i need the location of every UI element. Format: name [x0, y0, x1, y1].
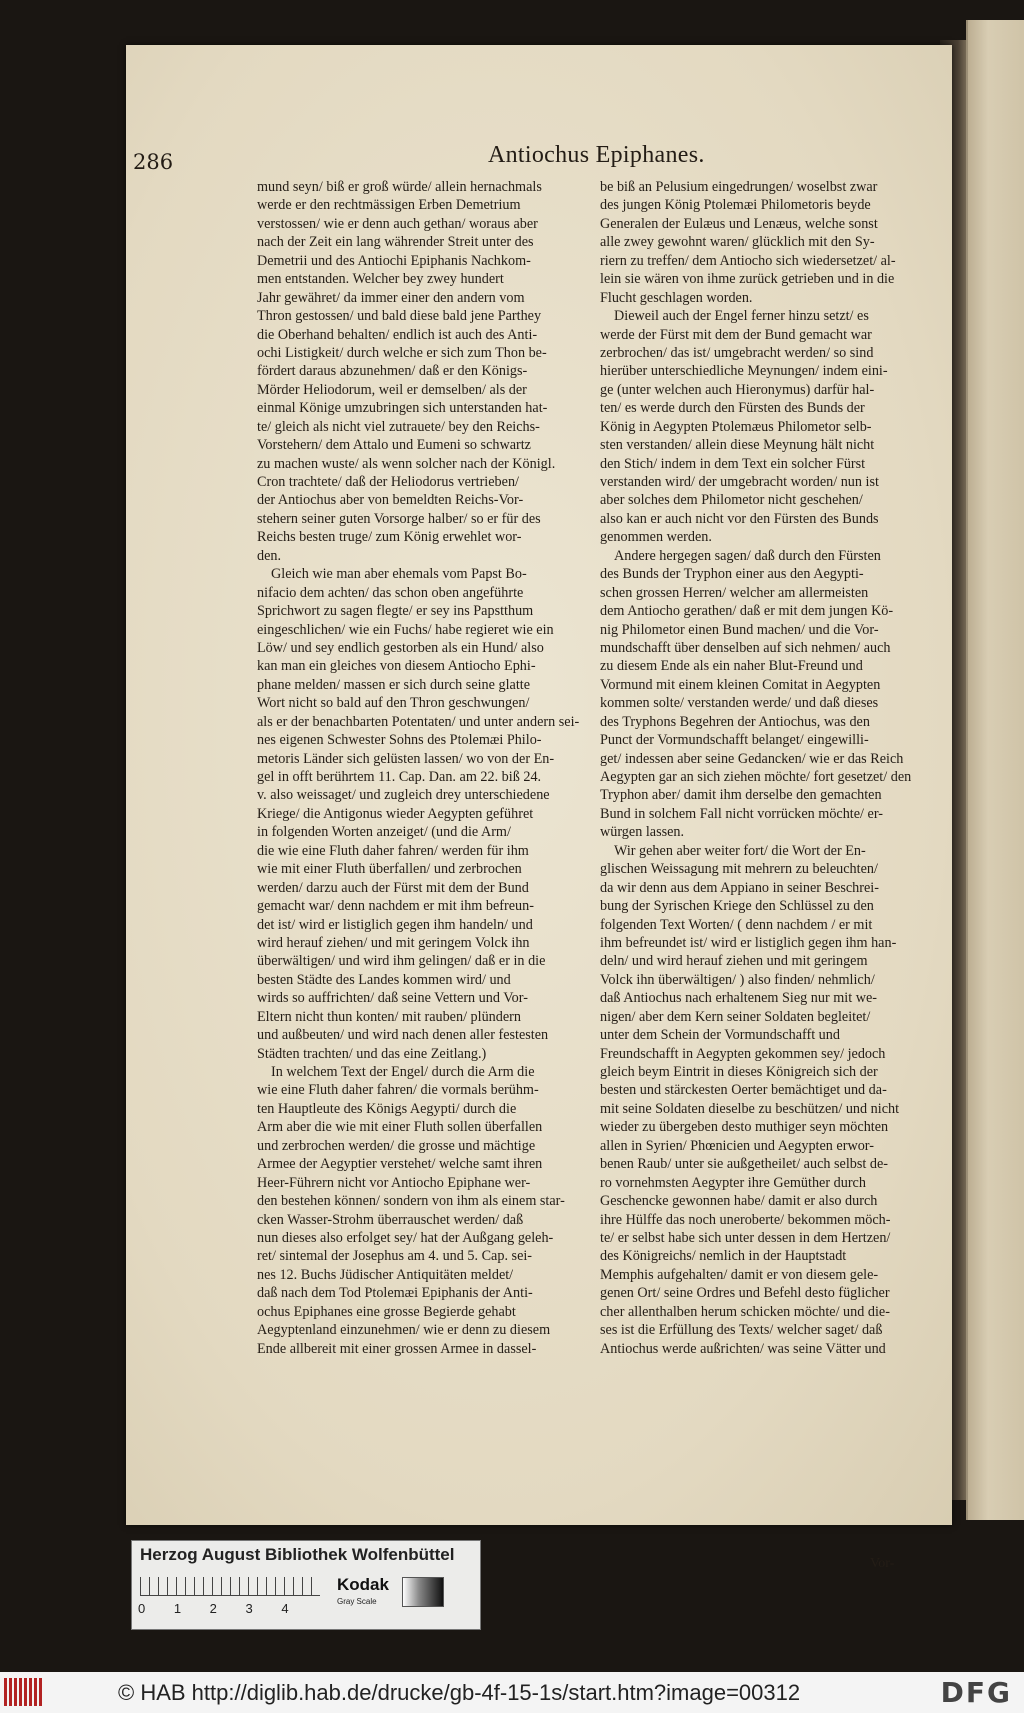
- text-line: ten Hauptleute des Königs Aegypti/ durch die: [257, 1100, 517, 1117]
- text-line: Reichs besten truge/ zum König erwehlet wor-: [257, 529, 522, 546]
- text-line: den Stich/ indem in dem Text ein solcher Fürst: [600, 455, 866, 472]
- left-text-column: [257, 178, 592, 1358]
- text-line: gleich beym Eintrit in dieses Königreich sich der: [600, 1064, 878, 1080]
- text-line: Antiochus werde außrichten/ was seine Vätter und: [600, 1340, 886, 1357]
- gray-scale-label: Gray Scale: [337, 1597, 377, 1606]
- text-line: den.: [257, 547, 282, 564]
- text-line: Sprichwort zu sagen flegte/ er sey ins Papstthum: [257, 603, 534, 620]
- right-text-column: [600, 178, 928, 1358]
- text-line: zerbrochen/ das ist/ umgebracht werden/ so sind: [600, 344, 874, 361]
- text-line: Volck ihn überwältigen/ ) also finden/ nehmlich/: [600, 971, 875, 988]
- text-line: Vorstehern/ dem Attalo und Eumeni so schwartz: [257, 437, 531, 454]
- text-line: ro vornehmsten Aegypter ihre Gemüther durch: [600, 1174, 866, 1191]
- text-line: ochi Listigkeit/ durch welche er sich zum Thon be-: [257, 344, 547, 361]
- text-line: gel in offt berührtem 11. Cap. Dan. am 22. biß 24.: [257, 769, 542, 785]
- text-line: zu diesem Ende als ein naher Blut-Freund und: [600, 658, 863, 675]
- text-line: daß nach dem Tod Ptolemæi Epiphanis der Anti-: [257, 1285, 533, 1302]
- text-line: ochus Epiphanes eine grosse Begierde gehabt: [257, 1303, 516, 1320]
- text-line: Städten trachten/ und das eine Zeitlang.): [257, 1045, 487, 1062]
- text-line: Tryphon aber/ damit ihm derselbe den gemachten: [600, 787, 882, 804]
- ruler-numbers: 0 1 2 3 4: [138, 1601, 289, 1616]
- text-line: allen in Syrien/ Phœnicien und Aegypten erwor-: [600, 1137, 874, 1154]
- text-line: Ende allbereit mit einer grossen Armee in dassel-: [257, 1340, 537, 1357]
- text-line: Cron trachtete/ daß der Heliodorus vertrieben/: [257, 474, 519, 490]
- ruler-scale: [140, 1577, 320, 1596]
- kodak-logo: Kodak: [337, 1575, 389, 1594]
- text-line: kommen solte/ verstanden werde/ und daß dieses: [600, 695, 879, 712]
- hab-barcode-icon: [4, 1678, 42, 1706]
- next-page-edge: [966, 20, 1024, 1520]
- text-line: dem Antiocho gerathen/ daß er mit dem jungen Kö-: [600, 603, 894, 620]
- text-line: phane melden/ massen er sich durch seine glatte: [257, 676, 531, 693]
- text-line: Jahr gewähret/ da immer einer den andern vom: [257, 289, 525, 306]
- text-line: als er der benachbarten Potentaten/ und unter andern sei-: [257, 713, 580, 730]
- text-line: deln/ und wird herauf ziehen und mit geringem: [600, 953, 868, 970]
- text-line: werden/ darzu auch der Fürst mit dem der Bund: [257, 879, 529, 896]
- text-line: der Antiochus aber von bemeldten Reichs-Vor-: [257, 492, 524, 509]
- text-line: verstanden wird/ der umgebracht worden/ nun ist: [600, 474, 879, 490]
- text-line: Thron gestossen/ und bald diese bald jene Parthey: [257, 308, 542, 325]
- text-line: glischen Weissagung mit mehrern zu beleuchten/: [600, 861, 878, 878]
- text-line: und außbeuten/ und wird nach denen aller festesten: [257, 1027, 549, 1044]
- text-line: nig Philometor einen Bund machen/ und die Vor-: [600, 621, 879, 638]
- text-line: folgenden Text Worten/ ( denn nachdem / er mit: [600, 916, 873, 933]
- text-line: Wir gehen aber weiter fort/ die Wort der En-: [614, 842, 866, 859]
- text-line: Löw/ und sey endlich gestorben als ein Hund/ also: [257, 639, 544, 656]
- text-line: würgen lassen.: [600, 824, 685, 841]
- text-line: Aegypten gar an sich ziehen möchte/ fort gesetzet/ den: [600, 769, 912, 785]
- text-line: nifacio dem achten/ das schon oben angeführte: [257, 584, 524, 601]
- text-line: metoris Länder sich gelüsten lassen/ wo von der En-: [257, 750, 555, 767]
- text-line: ret/ sintemal der Josephus am 4. und 5. Cap. sei-: [257, 1248, 533, 1265]
- text-line: sten verstanden/ allein diese Meynung hält nicht: [600, 437, 875, 454]
- text-line: ten/ es werde durch den Fürsten des Bunds der: [600, 400, 865, 417]
- text-line: ses ist die Erfüllung des Texts/ welcher saget/ daß: [600, 1322, 883, 1339]
- text-line: nes 12. Buchs Jüdischer Antiquitäten meldet/: [257, 1266, 514, 1283]
- text-line: wieder zu übergeben desto muthiger seyn möchten: [600, 1119, 889, 1136]
- text-line: Andere hergegen sagen/ daß durch den Fürsten: [614, 547, 881, 564]
- text-line: wie eine Fluth daher fahren/ die vormals berühm-: [257, 1082, 539, 1099]
- text-line: schen grossen Herren/ welcher am allermeisten: [600, 584, 869, 601]
- text-line: Generalen der Eulæus und Lenæus, welche sonst: [600, 215, 878, 232]
- text-line: die Oberhand behalten/ endlich ist auch des Anti-: [257, 326, 538, 343]
- text-line: da wir denn aus dem Appiano in seiner Beschrei-: [600, 879, 879, 896]
- page-number: 286: [133, 150, 174, 174]
- text-line: nigen/ aber dem Kern seiner Soldaten begleitet/: [600, 1008, 871, 1025]
- text-line: hierüber unterschiedliche Meynungen/ indem eini-: [600, 363, 888, 380]
- text-line: aber solches dem Philometor nicht geschehen/: [600, 492, 863, 509]
- text-line: Mörder Heliodorum, weil er demselben/ als der: [257, 381, 527, 398]
- text-line: wird herauf ziehen/ und mit geringem Volck ihn: [257, 934, 530, 951]
- text-line: mit seine Soldaten dieselbe zu beschützen/ und nicht: [600, 1100, 900, 1117]
- text-line: In welchem Text der Engel/ durch die Arm die: [271, 1064, 535, 1080]
- text-line: des jungen König Ptolemæi Philometoris beyde: [600, 197, 871, 214]
- text-line: te/ er selbst habe sich unter dessen in dem Hertzen/: [600, 1229, 891, 1246]
- text-line: die wie eine Fluth daher fahren/ werden für ihm: [257, 842, 529, 859]
- text-line: Kriege/ die Antigonus wieder Aegypten geführet: [257, 805, 534, 822]
- text-line: ihre Hülffe das noch uneroberte/ bekommen möch-: [600, 1211, 891, 1228]
- text-line: Freundschafft in Aegypten gekommen sey/ jedoch: [600, 1045, 886, 1062]
- footer-bar: [0, 1672, 1024, 1713]
- text-line: gemacht war/ denn nachdem er mit ihm befreun-: [257, 898, 534, 915]
- text-line: und zerbrochen werden/ die grosse und mächtige: [257, 1137, 536, 1154]
- text-line: be biß an Pelusium eingedrungen/ woselbst zwar: [600, 179, 878, 195]
- footer-source-link[interactable]: © HAB http://diglib.hab.de/drucke/gb-4f-15-1s/start.htm?image=00312: [118, 1680, 801, 1705]
- text-line: Eltern nicht thun konten/ mit rauben/ plündern: [257, 1008, 521, 1025]
- text-line: Bund in solchem Fall nicht vorrücken möchte/ er-: [600, 805, 884, 822]
- text-line: werde der Fürst mit dem der Bund gemacht war: [600, 326, 872, 343]
- text-line: lein sie wären von ihme zurück getrieben und in die: [600, 271, 895, 288]
- text-line: Armee der Aegyptier verstehet/ welche samt ihren: [257, 1156, 543, 1173]
- text-line: wie mit einer Fluth überfallen/ und zerbrochen: [257, 861, 522, 878]
- text-line: genommen werden.: [600, 529, 712, 546]
- text-line: fördert daraus abzunehmen/ daß er den Königs-: [257, 363, 528, 380]
- text-line: men entstanden. Welcher bey zwey hundert: [257, 271, 504, 288]
- text-line: des Tryphons Begehren der Antiochus, was den: [600, 713, 870, 730]
- running-title: Antiochus Epiphanes.: [488, 142, 705, 168]
- text-line: cher allenthalben herum schicken möchte/ und die-: [600, 1303, 890, 1320]
- text-line: nach der Zeit ein lang währender Streit unter des: [257, 234, 534, 251]
- gray-swatch: [402, 1577, 444, 1607]
- text-line: genen Ort/ seine Ordres und Befehl desto füglicher: [600, 1285, 890, 1302]
- text-line: cken Wasser-Strohm überrauschet werden/ daß: [257, 1211, 524, 1228]
- text-line: v. also weissaget/ und zugleich drey unterschiedene: [257, 787, 550, 804]
- text-line: stehern seiner guten Vorsorge halber/ so er für des: [257, 510, 541, 527]
- text-line: wirds so auffrichten/ daß seine Vettern und Vor-: [257, 990, 528, 1007]
- text-line: bung der Syrischen Kriege den Schlüssel zu den: [600, 898, 874, 915]
- text-line: Flucht geschlagen worden.: [600, 289, 753, 306]
- text-line: alle zwey gewohnt waren/ glücklich mit den Sy-: [600, 234, 875, 251]
- text-line: ge (unter welchen auch Hieronymus) darfür hal-: [600, 381, 875, 398]
- text-line: benen Raub/ unter sie außgetheilet/ auch selbst de-: [600, 1156, 888, 1173]
- text-line: Vormund mit einem kleinen Comitat in Aegypten: [600, 676, 881, 693]
- library-name: Herzog August Bibliothek Wolfenbüttel: [140, 1545, 455, 1564]
- page-header: [133, 142, 833, 182]
- text-line: eingeschlichen/ wie ein Fuchs/ habe regieret wie ein: [257, 621, 554, 638]
- text-line: Dieweil auch der Engel ferner hinzu setzt/ es: [614, 308, 869, 325]
- text-line: Geschencke gewonnen habe/ damit er also durch: [600, 1193, 878, 1210]
- text-line: Heer-Führern nicht vor Antiocho Epiphane wer-: [257, 1174, 531, 1191]
- text-line: des Bunds der Tryphon einer aus den Aegypti-: [600, 566, 864, 583]
- text-line: verstossen/ wie er denn auch gethan/ woraus aber: [257, 215, 538, 232]
- text-line: werde er den rechtmässigen Erben Demetrium: [257, 197, 521, 214]
- text-line: nes eigenen Schwester Sohns des Ptolemæi Philo-: [257, 732, 542, 749]
- catchword: Vor-: [870, 1556, 895, 1571]
- text-line: Aegyptenland einzunehmen/ wie er denn zu diesem: [257, 1322, 551, 1339]
- text-line: Arm aber die wie mit einer Fluth sollen überfallen: [257, 1119, 543, 1136]
- text-line: nun dieses also erfolget sey/ hat der Außgang geleh-: [257, 1229, 554, 1246]
- text-line: get/ indessen aber seine Gedancken/ wie er das Reich: [600, 750, 904, 767]
- color-calibration-card: [131, 1540, 481, 1630]
- text-line: Gleich wie man aber ehemals vom Papst Bo-: [271, 566, 527, 583]
- text-line: Wort nicht so bald auf den Thron geschwungen/: [257, 695, 530, 712]
- text-line: det ist/ wird er listiglich gegen ihm handeln/ und: [257, 916, 533, 933]
- text-line: riern zu treffen/ dem Antiocho sich wiedersetzet/ al-: [600, 252, 896, 269]
- text-line: des Königreichs/ nemlich in der Hauptstadt: [600, 1248, 847, 1265]
- text-line: kan man ein gleiches von diesem Antiocho Ephi-: [257, 658, 536, 675]
- text-line: Memphis aufgehalten/ damit er von diesem gele-: [600, 1266, 879, 1283]
- text-line: zu machen wuste/ als wenn solcher nach der Königl.: [257, 455, 556, 472]
- text-line: daß Antiochus nach erhaltenem Sieg nur mit we-: [600, 990, 877, 1007]
- text-line: König in Aegypten Ptolemæus Philometor selb-: [600, 418, 872, 435]
- text-line: besten und stärckesten Oerter bemächtiget und da-: [600, 1082, 887, 1099]
- text-line: Demetrii und des Antiochi Epiphanis Nachkom-: [257, 252, 531, 269]
- text-line: Punct der Vormundschafft belanget/ eingewilli-: [600, 732, 869, 749]
- text-line: mundschafft über denselben auf sich nehmen/ auch: [600, 639, 891, 656]
- text-line: einmal Könige umzubringen sich unterstanden hat-: [257, 400, 548, 417]
- text-line: unter dem Schein der Vormundschafft und: [600, 1027, 840, 1044]
- text-line: besten Städte des Landes kommen wird/ und: [257, 971, 511, 988]
- text-line: te/ gleich als nicht viel zutrauete/ bey den Reichs-: [257, 418, 540, 435]
- dfg-logo: DFG: [940, 1676, 1012, 1709]
- text-line: mund seyn/ biß er groß würde/ allein hernachmals: [257, 179, 542, 195]
- text-line: den bestehen können/ sondern von ihm als einem star-: [257, 1193, 565, 1210]
- text-line: ihm befreundet ist/ wird er listiglich gegen ihm han-: [600, 934, 897, 951]
- text-line: überwältigen/ und wird ihm gelingen/ daß er in die: [257, 953, 546, 970]
- text-line: also kan er auch nicht vor den Fürsten des Bunds: [600, 510, 879, 527]
- text-line: in folgenden Worten anzeiget/ (und die Arm/: [257, 824, 511, 841]
